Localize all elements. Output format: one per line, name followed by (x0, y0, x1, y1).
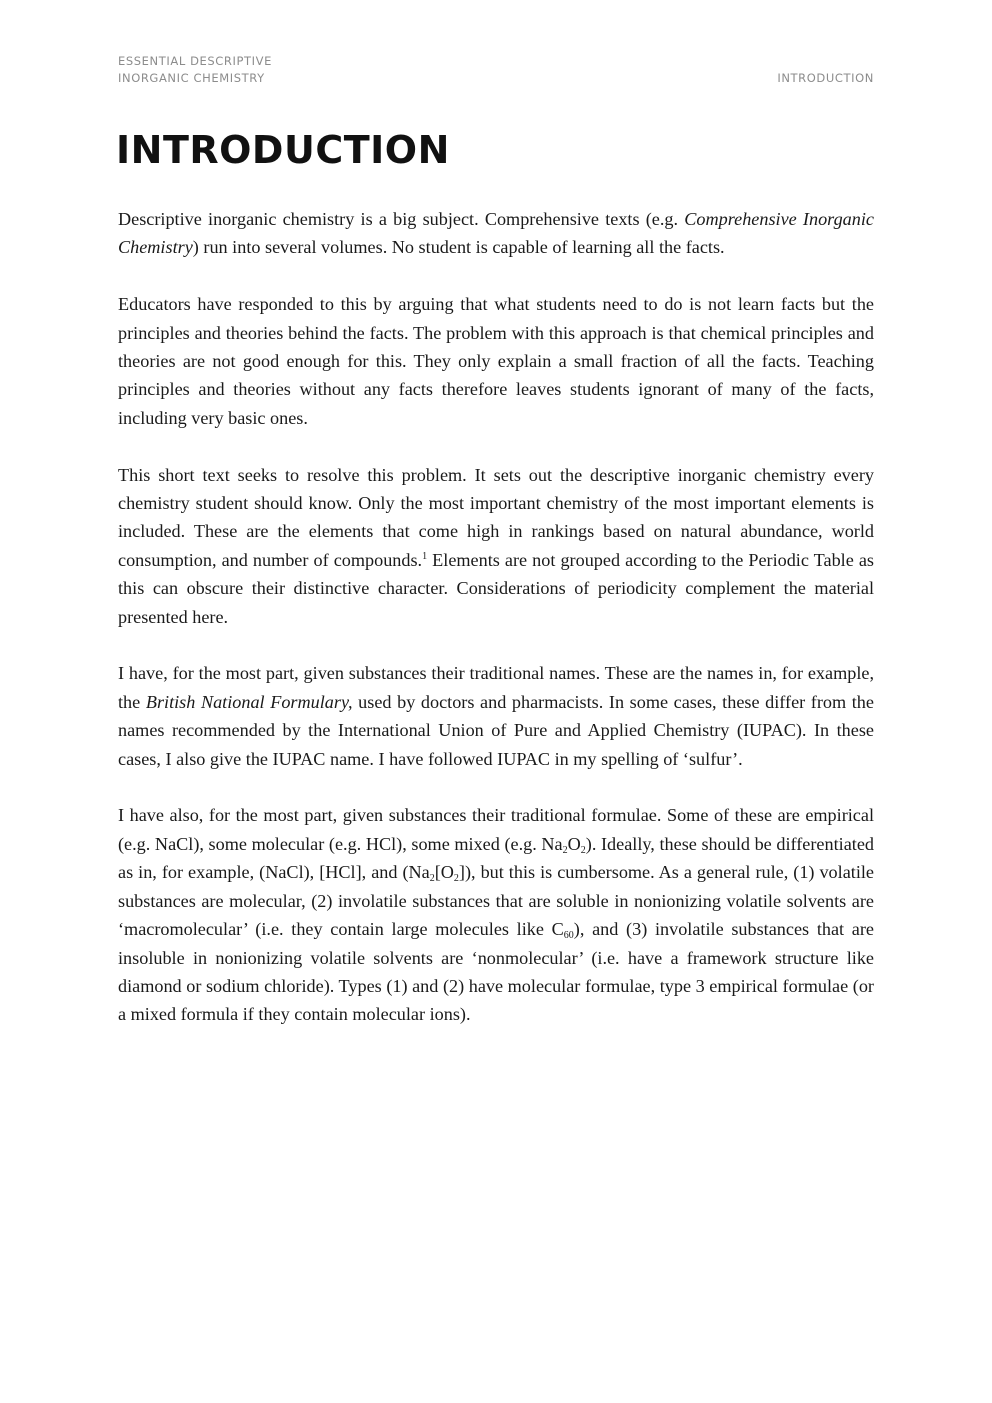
paragraph-1 (118, 205, 874, 262)
paragraph-5 (118, 801, 874, 1028)
book-title-line2: INORGANIC CHEMISTRY (118, 71, 265, 85)
chapter-title: INTRODUCTION (116, 128, 450, 172)
text-run: ) run into several volumes. No student is capable of learning all the facts. (192, 237, 725, 258)
book-reference: Comprehensive Inorganic Chemistry (118, 209, 874, 258)
running-header (118, 53, 874, 93)
text-run: used by doctors and pharmacists. In some cases, these differ from the names recommended by the International Union of Pure and Applied Chemistry (IUPAC). In these cases, I also give the IUPAC name. I have followed IUPAC in my spelling of ‘sulfur’. (118, 691, 874, 769)
text-run: Descriptive inorganic chemistry is a big subject. Comprehensive texts (e.g. (118, 209, 685, 229)
text-run: [O (434, 862, 454, 883)
body-text (118, 205, 874, 1029)
text-run: This short text seeks to resolve this problem. It sets out the descriptive inorganic chemistry every chemistry student should know. Only the most important chemistry of the most important elements is included. These are the elements that come high in rankings based on natural abundance, world consumption, and number of compounds. (118, 464, 874, 570)
text-run: ), and (3) involatile substances that are insoluble in nonionizing volatile solvents are ‘nonmolecular’ (i.e. have a framework structure like diamond or sodium chloride). Types (1) and (2) have molecular formulae, type 3 empirical formulae (or a mixed formula if they contain molecular ions). (118, 919, 874, 1025)
text-run: ]), but this is cumbersome. As a general rule, (1) volatile substances are molecular, (2) involatile substances that are soluble in nonionizing volatile solvents are ‘macromolecular’ (i.e. they contain large molecules like C (118, 862, 875, 940)
footnote-marker[interactable]: 1 (422, 550, 428, 562)
subscript: 2 (453, 873, 459, 885)
subscript: 2 (580, 844, 586, 856)
text-run: O (567, 833, 581, 854)
chapter-running-title: INTRODUCTION (777, 71, 874, 85)
book-title (118, 53, 272, 87)
book-title-line1: ESSENTIAL DESCRIPTIVE (118, 54, 272, 68)
subscript: 2 (429, 873, 435, 885)
text-run: Elements are not grouped according to the Periodic Table as this can obscure their distinctive character. Considerations of periodicity complement the material presented here. (118, 549, 874, 627)
subscript: 60 (563, 930, 574, 942)
subscript: 2 (562, 844, 568, 856)
paragraph-4 (118, 659, 874, 773)
text-run: ). Ideally, these should be differentiated as in, for example, (NaCl), [HCl], and (Na (118, 833, 874, 883)
paragraph-2: Educators have responded to this by arguing that what students need to do is not learn facts but the principles and theories behind the facts. The problem with this approach is that chemical principles and theories are not good enough for this. They only explain a small fraction of all the facts. Teaching principles and theories without any facts therefore leaves students ignorant of many of the facts, including very basic ones. (118, 294, 874, 428)
text-run: I have also, for the most part, given substances their traditional formulae. Some of these are empirical (e.g. NaCl), some molecular (e.g. HCl), some mixed (e.g. Na (118, 805, 874, 854)
text-run: I have, for the most part, given substances their traditional names. These are the names in, for example, the (118, 663, 874, 712)
book-reference: British National Formulary, (145, 691, 353, 712)
paragraph-3 (118, 461, 874, 631)
